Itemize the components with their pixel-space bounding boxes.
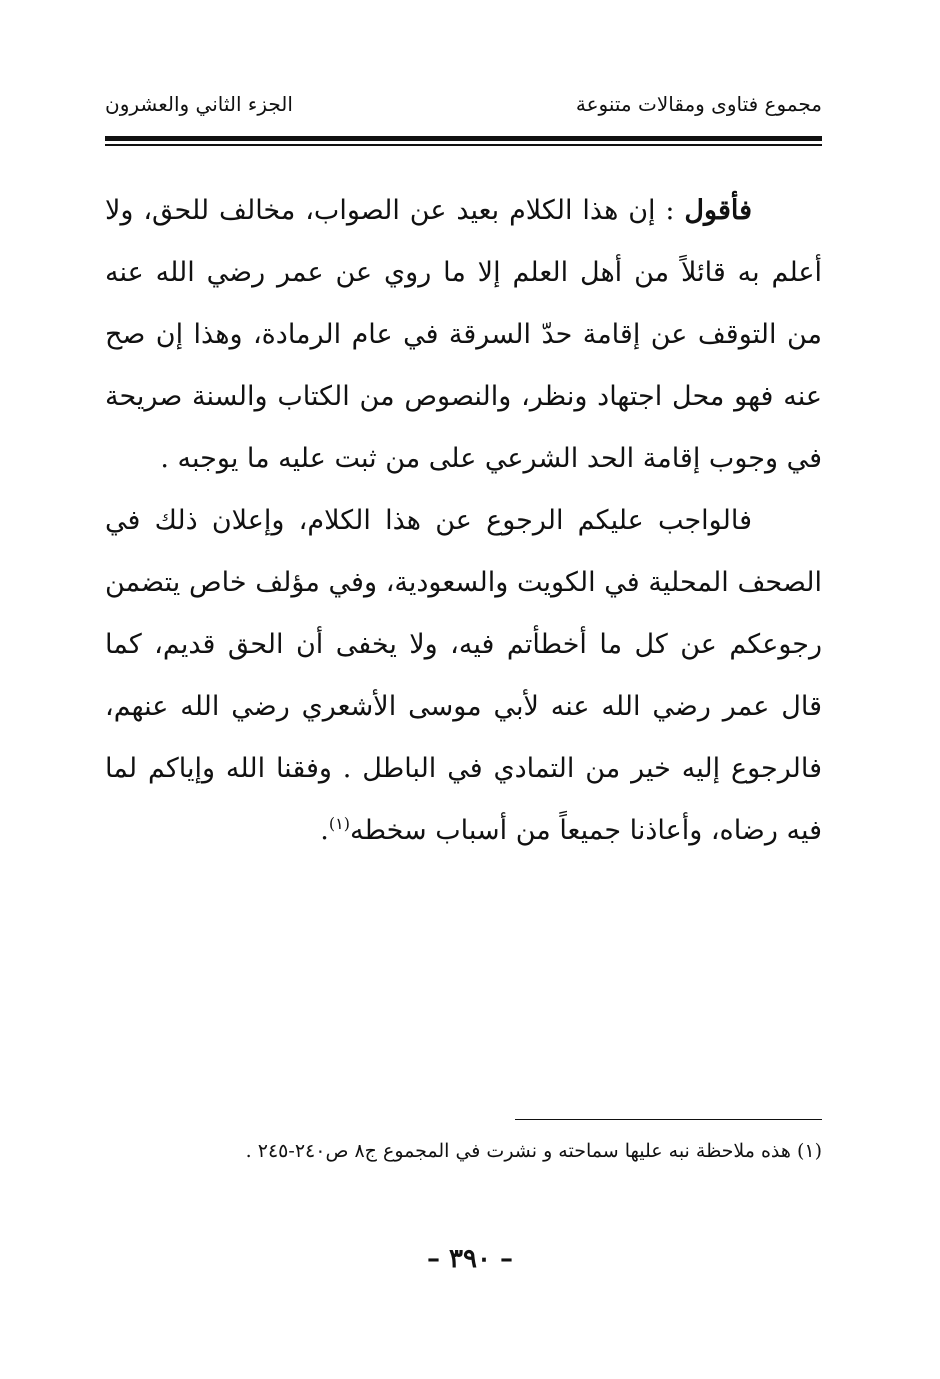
header-part-title: الجزء الثاني والعشرون [105,92,293,116]
paragraph-1 [105,180,822,490]
footnote-marker: (١) [328,814,350,833]
paragraph-2-text: فالواجب عليكم الرجوع عن هذا الكلام، وإعلان ذلك في الصحف المحلية في الكويت والسعودية، وفي مؤلف خاص يتضمن رجوعكم عن كل ما أخطأتم فيه، ولا يخفى أن الحق قديم، كما قال عمر رضي الله عنه لأبي موسى الأشعري رضي الله عنهم، فالرجوع إليه خير من التمادي في الباطل . وفقنا الله وإياكم لما فيه رضاه، وأعاذنا جميعاً من أسباب سخطه [105,505,822,846]
header-book-title: مجموع فتاوى ومقالات متنوعة [575,92,822,116]
page-number: – ٣٩٠ – [426,1244,514,1274]
running-header [105,92,822,132]
footnote-separator [515,1119,822,1120]
paragraph-2 [105,490,822,862]
main-text [105,180,822,862]
paragraph-1-text: : إن هذا الكلام بعيد عن الصواب، مخالف للحق، ولا أعلم به قائلاً من أهل العلم إلا ما روي عن عمر رضي الله عنه من التوقف عن إقامة حدّ السرقة في عام الرمادة، وهذا إن صح عنه فهو محل اجتهاد ونظر، والنصوص من الكتاب والسنة صريحة في وجوب إقامة الحد الشرعي على من ثبت عليه ما يوجبه . [105,195,822,474]
footnote: (١) هذه ملاحظة نبه عليها سماحته و نشرت في المجموع ج٨ ص٢٤٠-٢٤٥ . [245,1140,822,1162]
paragraph-2-end: . [320,815,329,846]
header-rule-thick [105,136,822,141]
header-rule-thin [105,144,822,146]
paragraph-1-lead: فأقول [684,195,752,226]
